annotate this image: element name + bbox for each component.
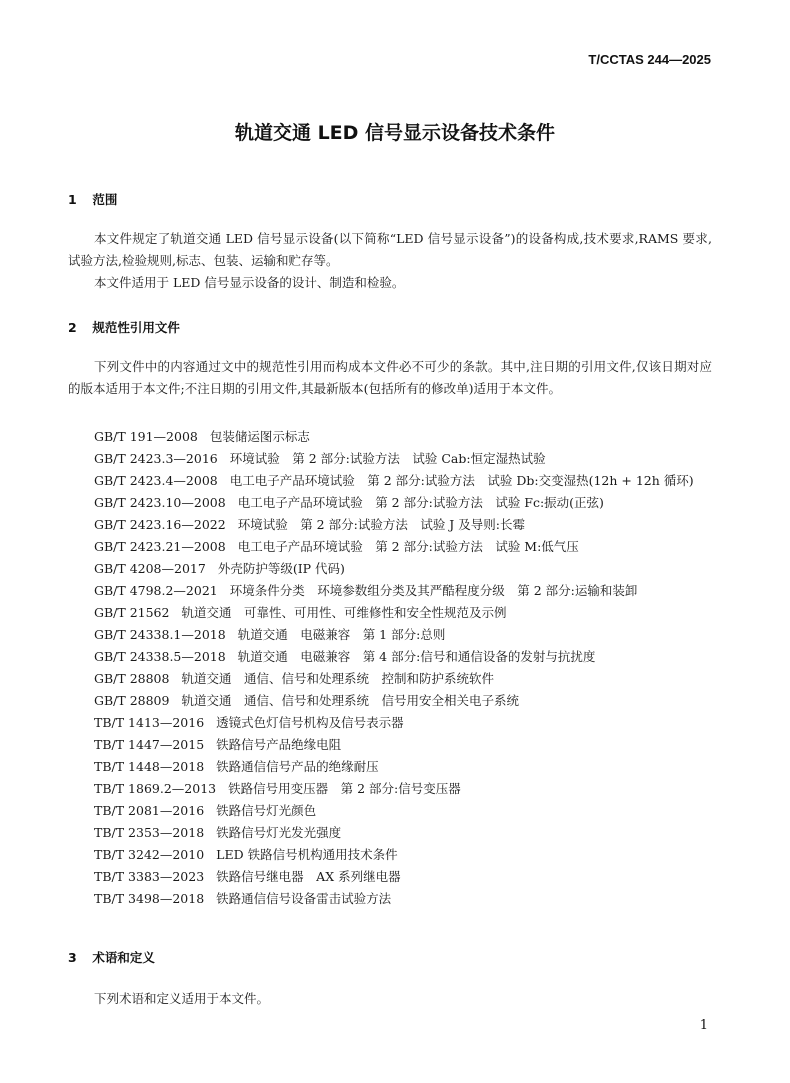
- reference-code: TB/T 3383—2023: [94, 869, 205, 884]
- reference-item: [68, 668, 712, 690]
- reference-title: 透镜式色灯信号机构及信号表示器: [216, 715, 404, 730]
- reference-code: TB/T 3242—2010: [94, 847, 205, 862]
- references-intro: 下列文件中的内容通过文中的规范性引用而构成本文件必不可少的条款。其中,注日期的引用文件,仅该日期对应的版本适用于本文件;不注日期的引用文件,其最新版本(包括所有的修改单)适用于本文件。: [68, 359, 712, 396]
- section-2-heading: [68, 318, 180, 336]
- reference-code: TB/T 1413—2016: [94, 715, 205, 730]
- reference-title: 环境试验 第 2 部分:试验方法 试验 J 及导则:长霉: [237, 517, 525, 532]
- reference-code: GB/T 24338.1—2018: [94, 627, 226, 642]
- reference-code: TB/T 1448—2018: [94, 759, 205, 774]
- reference-title: LED 铁路信号机构通用技术条件: [216, 847, 398, 862]
- reference-item: [68, 602, 712, 624]
- reference-item: [68, 756, 712, 778]
- reference-title: 铁路通信信号产品的绝缘耐压: [216, 759, 379, 774]
- reference-item: [68, 514, 712, 536]
- reference-item: [68, 536, 712, 558]
- reference-code: GB/T 4208—2017: [94, 561, 206, 576]
- reference-title: 轨道交通 通信、信号和处理系统 控制和防护系统软件: [181, 671, 494, 686]
- page-number: 1: [699, 1018, 708, 1033]
- section-title: 规范性引用文件: [92, 320, 180, 335]
- reference-item: [68, 800, 712, 822]
- document-id: T/CCTAS 244—2025: [588, 52, 711, 67]
- reference-code: GB/T 24338.5—2018: [94, 649, 226, 664]
- reference-title: 铁路信号产品绝缘电阻: [216, 737, 342, 752]
- reference-item: [68, 448, 712, 470]
- reference-title: 外壳防护等级(IP 代码): [217, 561, 345, 576]
- terms-paragraph: 下列术语和定义适用于本文件。: [94, 991, 270, 1006]
- reference-item: [68, 778, 712, 800]
- reference-code: GB/T 28808: [94, 671, 170, 686]
- reference-list: [68, 426, 712, 910]
- reference-code: TB/T 2353—2018: [94, 825, 205, 840]
- section-number: 1: [68, 192, 77, 207]
- reference-code: GB/T 28809: [94, 693, 170, 708]
- reference-item: [68, 844, 712, 866]
- reference-item: [68, 558, 712, 580]
- reference-title: 轨道交通 可靠性、可用性、可维修性和安全性规范及示例: [181, 605, 507, 620]
- reference-item: [68, 888, 712, 910]
- reference-title: 环境试验 第 2 部分:试验方法 试验 Cab:恒定湿热试验: [229, 451, 546, 466]
- reference-title: 电工电子产品环境试验 第 2 部分:试验方法 试验 M:低气压: [237, 539, 579, 554]
- reference-item: [68, 426, 712, 448]
- reference-title: 环境条件分类 环境参数组分类及其严酷程度分级 第 2 部分:运输和装卸: [229, 583, 638, 598]
- reference-title: 铁路信号用变压器 第 2 部分:信号变压器: [228, 781, 461, 796]
- reference-item: [68, 492, 712, 514]
- reference-title: 电工电子产品环境试验 第 2 部分:试验方法 试验 Fc:振动(正弦): [237, 495, 604, 510]
- reference-item: [68, 866, 712, 888]
- reference-code: GB/T 2423.10—2008: [94, 495, 226, 510]
- reference-code: TB/T 1447—2015: [94, 737, 205, 752]
- reference-title: 铁路信号继电器 AX 系列继电器: [216, 869, 401, 884]
- section-1-heading: [68, 190, 117, 208]
- reference-title: 铁路信号灯光颜色: [216, 803, 317, 818]
- reference-code: GB/T 2423.4—2008: [94, 473, 218, 488]
- reference-code: TB/T 2081—2016: [94, 803, 205, 818]
- reference-item: [68, 822, 712, 844]
- section-number: 2: [68, 320, 77, 335]
- reference-item: [68, 690, 712, 712]
- reference-title: 轨道交通 电磁兼容 第 1 部分:总则: [237, 627, 446, 642]
- reference-title: 电工电子产品环境试验 第 2 部分:试验方法 试验 Db:交变湿热(12h + 12h 循环): [229, 473, 694, 488]
- reference-title: 轨道交通 通信、信号和处理系统 信号用安全相关电子系统: [181, 693, 519, 708]
- reference-code: GB/T 2423.16—2022: [94, 517, 226, 532]
- reference-title: 铁路通信信号设备雷击试验方法: [216, 891, 392, 906]
- reference-code: GB/T 2423.3—2016: [94, 451, 218, 466]
- section-title: 术语和定义: [92, 950, 155, 965]
- section-title: 范围: [92, 192, 118, 207]
- reference-item: [68, 580, 712, 602]
- reference-title: 包装储运图示标志: [209, 429, 310, 444]
- scope-paragraph-1: 本文件规定了轨道交通 LED 信号显示设备(以下简称“LED 信号显示设备”)的设备构成,技术要求,RAMS 要求,试验方法,检验规则,标志、包装、运输和贮存等。: [68, 231, 712, 268]
- section-3-heading: [68, 948, 155, 966]
- document-title: 轨道交通 LED 信号显示设备技术条件: [234, 122, 556, 144]
- reference-code: GB/T 21562: [94, 605, 170, 620]
- reference-title: 铁路信号灯光发光强度: [216, 825, 342, 840]
- reference-item: [68, 624, 712, 646]
- reference-code: TB/T 3498—2018: [94, 891, 205, 906]
- reference-code: GB/T 191—2008: [94, 429, 198, 444]
- section-number: 3: [68, 950, 77, 965]
- reference-item: [68, 470, 712, 492]
- reference-code: GB/T 2423.21—2008: [94, 539, 226, 554]
- reference-item: [68, 646, 712, 668]
- reference-code: GB/T 4798.2—2021: [94, 583, 218, 598]
- reference-item: [68, 734, 712, 756]
- scope-paragraph-2: 本文件适用于 LED 信号显示设备的设计、制造和检验。: [94, 275, 405, 290]
- reference-item: [68, 712, 712, 734]
- reference-code: TB/T 1869.2—2013: [94, 781, 217, 796]
- reference-title: 轨道交通 电磁兼容 第 4 部分:信号和通信设备的发射与抗扰度: [237, 649, 596, 664]
